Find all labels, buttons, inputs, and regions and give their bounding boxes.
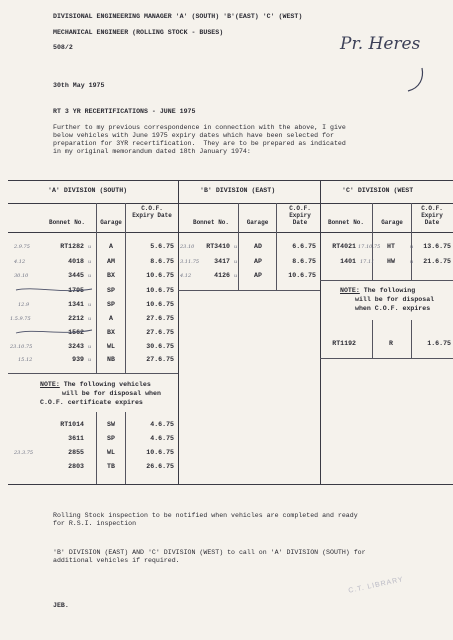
bonnet-no: 1795 [68, 287, 84, 294]
row-note: 4.12 [180, 273, 192, 279]
a-disposal-note-line-1 [40, 381, 151, 389]
row-note: 23.10.75 [10, 344, 33, 350]
garage-code: AD [254, 243, 262, 250]
expiry-date: 8.6.75 [150, 258, 174, 265]
garage-code: A [109, 243, 113, 250]
bonnet-no: 4126 [214, 272, 230, 279]
a-cof-header: C.O.F. Expiry Date [132, 205, 172, 219]
bonnet-no: 4018 [68, 258, 84, 265]
c-disposal-col-rule-1 [372, 320, 373, 358]
garage-code: AP [254, 258, 262, 265]
expiry-date: 10.6.75 [288, 272, 316, 279]
c-garage-header: Garage [381, 219, 403, 226]
c-disposal-note-line-2: will be for disposal [355, 296, 435, 303]
table-row [0, 272, 178, 282]
table-row [0, 449, 178, 459]
a-disposal-note-line-2: will be for disposal when [62, 390, 161, 397]
row-note: 1.5.9.75 [10, 316, 31, 322]
a-disposal-note-text: The following vehicles [59, 381, 151, 388]
expiry-date: 4.6.75 [150, 421, 174, 428]
garage-code: BX [107, 272, 115, 279]
letterhead-title: DIVISIONAL ENGINEERING MANAGER 'A' (SOUTH) 'B'(EAST) 'C' (WEST) [53, 13, 303, 20]
table-row [0, 356, 178, 366]
c-col-rule-2 [411, 203, 412, 280]
library-stamp: C.T. LIBRARY [347, 576, 405, 595]
row-mark: u [88, 344, 92, 350]
b-bonnet-header: Bonnet No. [192, 219, 229, 226]
table-row [0, 463, 178, 473]
table-row [178, 243, 320, 253]
bonnet-no: 2212 [68, 315, 84, 322]
division-c-heading: 'C' DIVISION (WEST [342, 187, 414, 194]
c-col-rule-1 [372, 203, 373, 280]
author-initials: JEB. [53, 602, 69, 609]
table-row [0, 435, 178, 445]
bonnet-no: 3243 [68, 343, 84, 350]
garage-code: R [389, 340, 393, 347]
table-bottom-rule [8, 484, 453, 485]
column-header-rule [8, 232, 453, 233]
c-disposal-note-line-3: when C.O.F. expires [355, 305, 431, 312]
garage-code: WL [107, 343, 115, 350]
row-mark: u [88, 244, 92, 250]
garage-code: TB [107, 463, 115, 470]
c-disposal-note-text: The following [359, 287, 416, 294]
expiry-date: 30.6.75 [146, 343, 174, 350]
row-mark: u [88, 302, 92, 308]
table-row [0, 421, 178, 431]
row-note: 17.10.75 [358, 244, 381, 250]
garage-code: SP [107, 301, 115, 308]
a-bonnet-header: Bonnet No. [48, 219, 85, 226]
intro-line-3: preparation for 3YR recertification. They are to be prepared as indicated [53, 140, 346, 147]
expiry-date: 13.6.75 [423, 243, 451, 250]
expiry-date: 27.6.75 [146, 329, 174, 336]
bonnet-no: 3445 [68, 272, 84, 279]
row-mark: u [234, 244, 238, 250]
bonnet-no: RT1192 [332, 340, 356, 347]
division-b-heading: 'B' DIVISION (EAST) [200, 187, 276, 194]
garage-code: SP [107, 435, 115, 442]
garage-code: BX [107, 329, 115, 336]
row-mark: u [410, 244, 414, 250]
c-cof-header: C.O.F. Expiry Date [421, 205, 443, 226]
expiry-date: 5.6.75 [150, 243, 174, 250]
table-row [0, 343, 178, 353]
c-bonnet-header: Bonnet No. [327, 219, 364, 226]
row-note: 23.10 [180, 244, 195, 250]
expiry-date: 27.6.75 [146, 315, 174, 322]
table-row [0, 258, 178, 268]
expiry-date: 27.6.75 [146, 356, 174, 363]
division-divider-ab [178, 180, 179, 484]
row-note: 2.9.75 [14, 244, 30, 250]
row-mark: u [88, 273, 92, 279]
garage-code: SW [107, 421, 115, 428]
garage-code: NB [107, 356, 115, 363]
bonnet-no: 1401 [340, 258, 356, 265]
bonnet-no: 1562 [68, 329, 84, 336]
row-mark: u [88, 357, 92, 363]
bonnet-no: 1341 [68, 301, 84, 308]
c-disposal-note-line-1 [340, 287, 415, 295]
bonnet-no: RT1282 [60, 243, 84, 250]
bonnet-no: 3417 [214, 258, 230, 265]
a-disposal-note-line-3: C.O.F. certificate expires [40, 399, 143, 406]
table-row [0, 243, 178, 253]
document-date: 30th May 1975 [53, 82, 105, 89]
bonnet-no: 2855 [68, 449, 84, 456]
footer-line-2: for R.S.I. inspection [53, 520, 137, 527]
row-note: 12.9 [18, 302, 30, 308]
row-note: 15.12 [18, 357, 33, 363]
footer-line-3: 'B' DIVISION (EAST) AND 'C' DIVISION (WEST) to call on 'A' DIVISION (SOUTH) for [53, 549, 366, 556]
garage-code: HT [387, 243, 395, 250]
row-mark: u [88, 316, 92, 322]
garage-code: SP [107, 287, 115, 294]
row-note: 30.10 [14, 273, 29, 279]
row-note: 17.11 [360, 259, 375, 265]
footer-line-4: additional vehicles if required. [53, 557, 180, 564]
garage-code: AM [107, 258, 115, 265]
intro-line-2: below vehicles with June 1975 expiry dates which have been selected for [53, 132, 334, 139]
c-list-end-rule [320, 280, 453, 281]
note-label: NOTE: [340, 287, 360, 294]
division-divider-bc [320, 180, 321, 484]
row-mark: u [410, 259, 414, 265]
footer-line-1: Rolling Stock inspection to be notified when vehicles are completed and ready [53, 512, 358, 519]
expiry-date: 10.6.75 [146, 301, 174, 308]
expiry-date: 10.6.75 [146, 449, 174, 456]
handwritten-signature: Pr. Heres [340, 34, 421, 54]
reference-number: 508/2 [53, 44, 73, 51]
expiry-date: 1.6.75 [427, 340, 451, 347]
b-garage-header: Garage [246, 219, 269, 226]
garage-code: AP [254, 272, 262, 279]
letterhead-subtitle: MECHANICAL ENGINEER (ROLLING STOCK - BUSES) [53, 29, 224, 36]
table-top-rule [8, 180, 453, 181]
table-row [320, 258, 453, 268]
row-note: 4.12 [14, 259, 26, 265]
division-a-heading: 'A' DIVISION (SOUTH) [48, 187, 128, 194]
garage-code: A [109, 315, 113, 322]
bonnet-no: RT1014 [60, 421, 84, 428]
c-disposal-end-rule [320, 358, 453, 359]
subject-line: RT 3 YR RECERTIFICATIONS - JUNE 1975 [53, 108, 196, 115]
a-list-end-rule [8, 373, 178, 374]
pen-strikeout-marks [14, 284, 94, 336]
garage-code: HW [387, 258, 395, 265]
row-note: 3.11.75 [180, 259, 200, 265]
b-cof-header: C.O.F. Expiry Date [289, 205, 311, 226]
table-row [320, 243, 453, 253]
b-list-end-rule [178, 290, 320, 291]
expiry-date: 26.6.75 [146, 463, 174, 470]
intro-line-1: Further to my previous correspondence in connection with the above, I give [53, 124, 346, 131]
a-garage-header: Garage [100, 219, 122, 226]
expiry-date: 21.6.75 [423, 258, 451, 265]
table-row [178, 272, 320, 282]
row-mark: u [234, 273, 238, 279]
expiry-date: 4.6.75 [150, 435, 174, 442]
table-row [178, 258, 320, 268]
expiry-date: 10.6.75 [146, 287, 174, 294]
row-mark: u [234, 259, 238, 265]
garage-code: WL [107, 449, 115, 456]
row-note: 23.3.75 [14, 450, 34, 456]
division-header-rule [8, 203, 453, 204]
table-row [320, 340, 453, 350]
c-disposal-col-rule-2 [411, 320, 412, 358]
expiry-date: 6.6.75 [292, 243, 316, 250]
bonnet-no: 2803 [68, 463, 84, 470]
bonnet-no: 3611 [68, 435, 84, 442]
intro-line-4: in my original memorandum dated 18th January 1974: [53, 148, 251, 155]
pen-stroke-mark [400, 66, 430, 94]
row-mark: u [88, 259, 92, 265]
bonnet-no: RT4021 [332, 243, 356, 250]
note-label: NOTE: [40, 381, 60, 388]
expiry-date: 8.6.75 [292, 258, 316, 265]
expiry-date: 10.6.75 [146, 272, 174, 279]
bonnet-no: RT3410 [206, 243, 230, 250]
bonnet-no: 939 [72, 356, 84, 363]
